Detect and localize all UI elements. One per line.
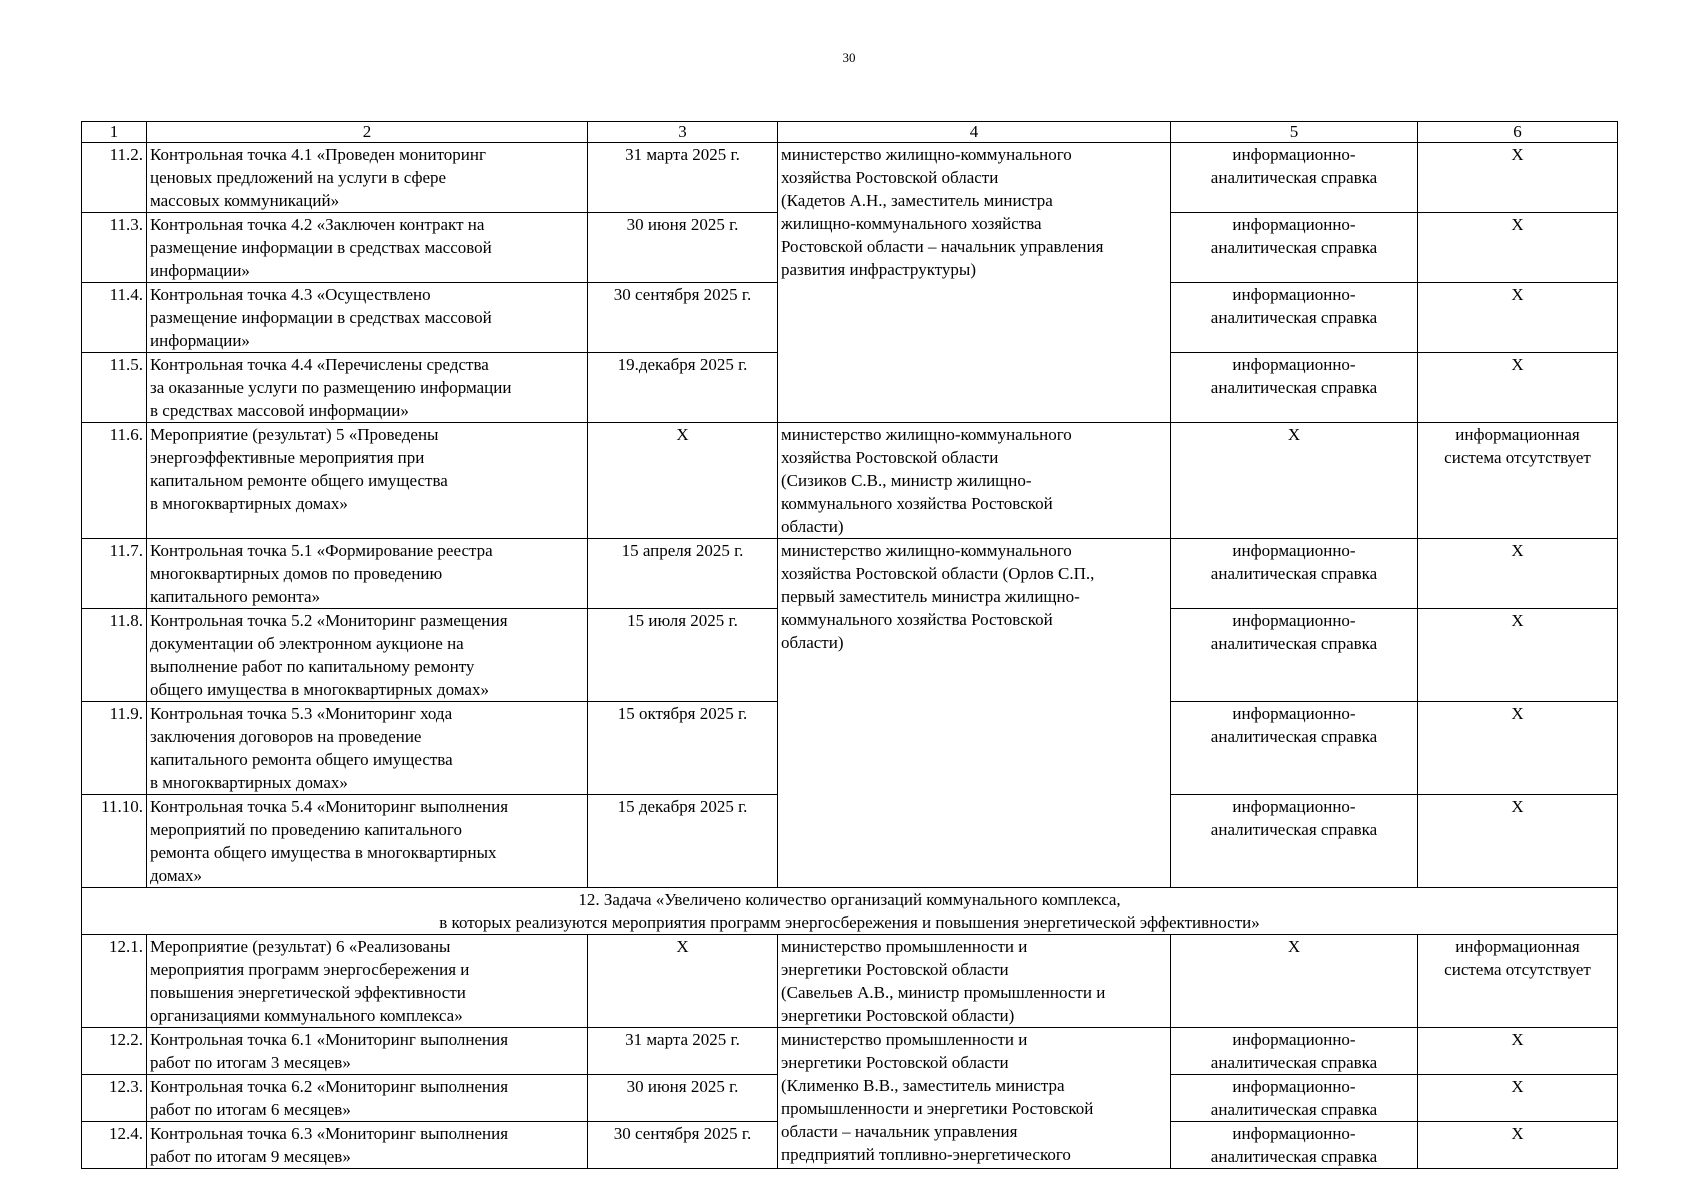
row-number: 11.4. xyxy=(82,283,147,353)
row-name: Контрольная точка 5.1 «Формирование реестра многоквартирных домов по проведению капитального ремонта» xyxy=(150,541,493,606)
column-header: 4 xyxy=(778,122,1171,143)
row-date: Х xyxy=(588,935,778,1028)
row-system: Х xyxy=(1511,215,1524,234)
row-document: информационно- аналитическая справка xyxy=(1210,215,1378,257)
row-name: Контрольная точка 6.1 «Мониторинг выполнения работ по итогам 3 месяцев» xyxy=(150,1030,509,1072)
row-date: 30 июня 2025 г. xyxy=(588,1075,778,1122)
row-name: Контрольная точка 6.2 «Мониторинг выполнения работ по итогам 6 месяцев» xyxy=(150,1077,509,1119)
row-name: Контрольная точка 5.3 «Мониторинг хода заключения договоров на проведение капитального ремонта общего имущества в многоквартирных домах» xyxy=(150,704,453,792)
row-date: Х xyxy=(588,423,778,539)
row-system: Х xyxy=(1511,1030,1524,1049)
row-number: 12.1. xyxy=(82,935,147,1028)
column-header: 2 xyxy=(147,122,588,143)
row-date: 30 июня 2025 г. xyxy=(588,213,778,283)
row-system: Х xyxy=(1511,145,1524,164)
table-row xyxy=(82,1028,1618,1075)
table-row xyxy=(82,935,1618,1028)
row-system: информационная система отсутствует xyxy=(1444,425,1591,467)
row-responsible: министерство промышленности и энергетики Ростовской области (Савельев А.В., министр промышленности и энергетики Ростовской области) xyxy=(781,937,1106,1025)
row-system: Х xyxy=(1511,611,1524,630)
row-number: 11.6. xyxy=(82,423,147,539)
row-number: 12.4. xyxy=(82,1122,147,1169)
row-name: Контрольная точка 5.2 «Мониторинг размещения документации об электронном аукционе на выполнение работ по капитальному ремонту общего имущества в многоквартирных домах» xyxy=(150,611,508,699)
column-header: 6 xyxy=(1418,122,1618,143)
row-date: 15 декабря 2025 г. xyxy=(588,795,778,888)
row-date: 15 апреля 2025 г. xyxy=(588,539,778,609)
table-row xyxy=(82,539,1618,609)
task-heading: 12. Задача «Увеличено количество организаций коммунального комплекса, в которых реализуются мероприятия программ энергосбережения и повышения энергетической эффективности» xyxy=(439,890,1260,932)
row-document: информационно- аналитическая справка xyxy=(1210,285,1378,327)
row-name: Контрольная точка 4.2 «Заключен контракт на размещение информации в средствах массовой информации» xyxy=(150,215,492,280)
row-responsible: министерство жилищно-коммунального хозяйства Ростовской области (Орлов С.П., первый заместитель министра жилищно- коммунального хозяйства Ростовской области) xyxy=(781,541,1095,652)
row-date: 31 марта 2025 г. xyxy=(588,1028,778,1075)
row-date: 15 июля 2025 г. xyxy=(588,609,778,702)
row-number: 12.3. xyxy=(82,1075,147,1122)
task-heading-row xyxy=(82,888,1618,935)
row-system: Х xyxy=(1511,285,1524,304)
row-number: 11.8. xyxy=(82,609,147,702)
row-number: 11.5. xyxy=(82,353,147,423)
column-header: 1 xyxy=(82,122,147,143)
row-date: 31 марта 2025 г. xyxy=(588,143,778,213)
row-document: информационно- аналитическая справка xyxy=(1210,1077,1378,1119)
table-row xyxy=(82,423,1618,539)
row-document: информационно- аналитическая справка xyxy=(1210,797,1378,839)
row-name: Контрольная точка 6.3 «Мониторинг выполнения работ по итогам 9 месяцев» xyxy=(150,1124,509,1166)
column-number-header xyxy=(82,122,1618,143)
plan-table xyxy=(81,121,1618,1169)
row-system: Х xyxy=(1511,704,1524,723)
row-date: 15 октября 2025 г. xyxy=(588,702,778,795)
row-name: Контрольная точка 4.3 «Осуществлено размещение информации в средствах массовой информации» xyxy=(150,285,492,350)
row-number: 12.2. xyxy=(82,1028,147,1075)
row-document: информационно- аналитическая справка xyxy=(1210,541,1378,583)
row-system: Х xyxy=(1511,1124,1524,1143)
row-date: 30 сентября 2025 г. xyxy=(588,1122,778,1169)
column-header: 5 xyxy=(1171,122,1418,143)
row-system: Х xyxy=(1511,355,1524,374)
row-number: 11.9. xyxy=(82,702,147,795)
row-name: Контрольная точка 4.1 «Проведен мониторинг ценовых предложений на услуги в сфере массовых коммуникаций» xyxy=(150,145,486,210)
row-document: информационно- аналитическая справка xyxy=(1210,611,1378,653)
row-responsible: министерство жилищно-коммунального хозяйства Ростовской области (Кадетов А.Н., заместитель министра жилищно-коммунального хозяйства Ростовской области – начальник управления развития инфраструктуры) xyxy=(781,145,1104,279)
table-row xyxy=(82,143,1618,213)
row-name: Контрольная точка 4.4 «Перечислены средства за оказанные услуги по размещению информации в средствах массовой информации» xyxy=(150,355,512,420)
row-document: информационно- аналитическая справка xyxy=(1210,1030,1378,1072)
row-document: информационно- аналитическая справка xyxy=(1210,355,1378,397)
row-document: Х xyxy=(1287,425,1301,444)
row-document: информационно- аналитическая справка xyxy=(1210,1124,1378,1166)
row-number: 11.10. xyxy=(82,795,147,888)
row-name: Мероприятие (результат) 5 «Проведены энергоэффективные мероприятия при капитальном ремонте общего имущества в многоквартирных домах» xyxy=(150,425,448,513)
column-header: 3 xyxy=(588,122,778,143)
row-number: 11.3. xyxy=(82,213,147,283)
row-number: 11.7. xyxy=(82,539,147,609)
page-number: 30 xyxy=(842,50,856,65)
row-system: Х xyxy=(1511,1077,1524,1096)
row-system: Х xyxy=(1511,797,1524,816)
row-date: 30 сентября 2025 г. xyxy=(588,283,778,353)
row-responsible: министерство промышленности и энергетики Ростовской области (Клименко В.В., заместитель министра промышленности и энергетики Ростовской области – начальник управления предприятий топливно-энергетического xyxy=(781,1030,1094,1164)
row-system: информационная система отсутствует xyxy=(1444,937,1591,979)
row-document: информационно- аналитическая справка xyxy=(1210,704,1378,746)
row-document: информационно- аналитическая справка xyxy=(1210,145,1378,187)
row-name: Мероприятие (результат) 6 «Реализованы мероприятия программ энергосбережения и повышения энергетической эффективности организациями коммунального комплекса» xyxy=(150,937,470,1025)
row-number: 11.2. xyxy=(82,143,147,213)
row-document: Х xyxy=(1287,937,1301,956)
row-name: Контрольная точка 5.4 «Мониторинг выполнения мероприятий по проведению капитального ремонта общего имущества в многоквартирных домах» xyxy=(150,797,509,885)
row-date: 19.декабря 2025 г. xyxy=(588,353,778,423)
row-responsible: министерство жилищно-коммунального хозяйства Ростовской области (Сизиков С.В., министр жилищно- коммунального хозяйства Ростовской области) xyxy=(781,425,1072,536)
row-system: Х xyxy=(1511,541,1524,560)
